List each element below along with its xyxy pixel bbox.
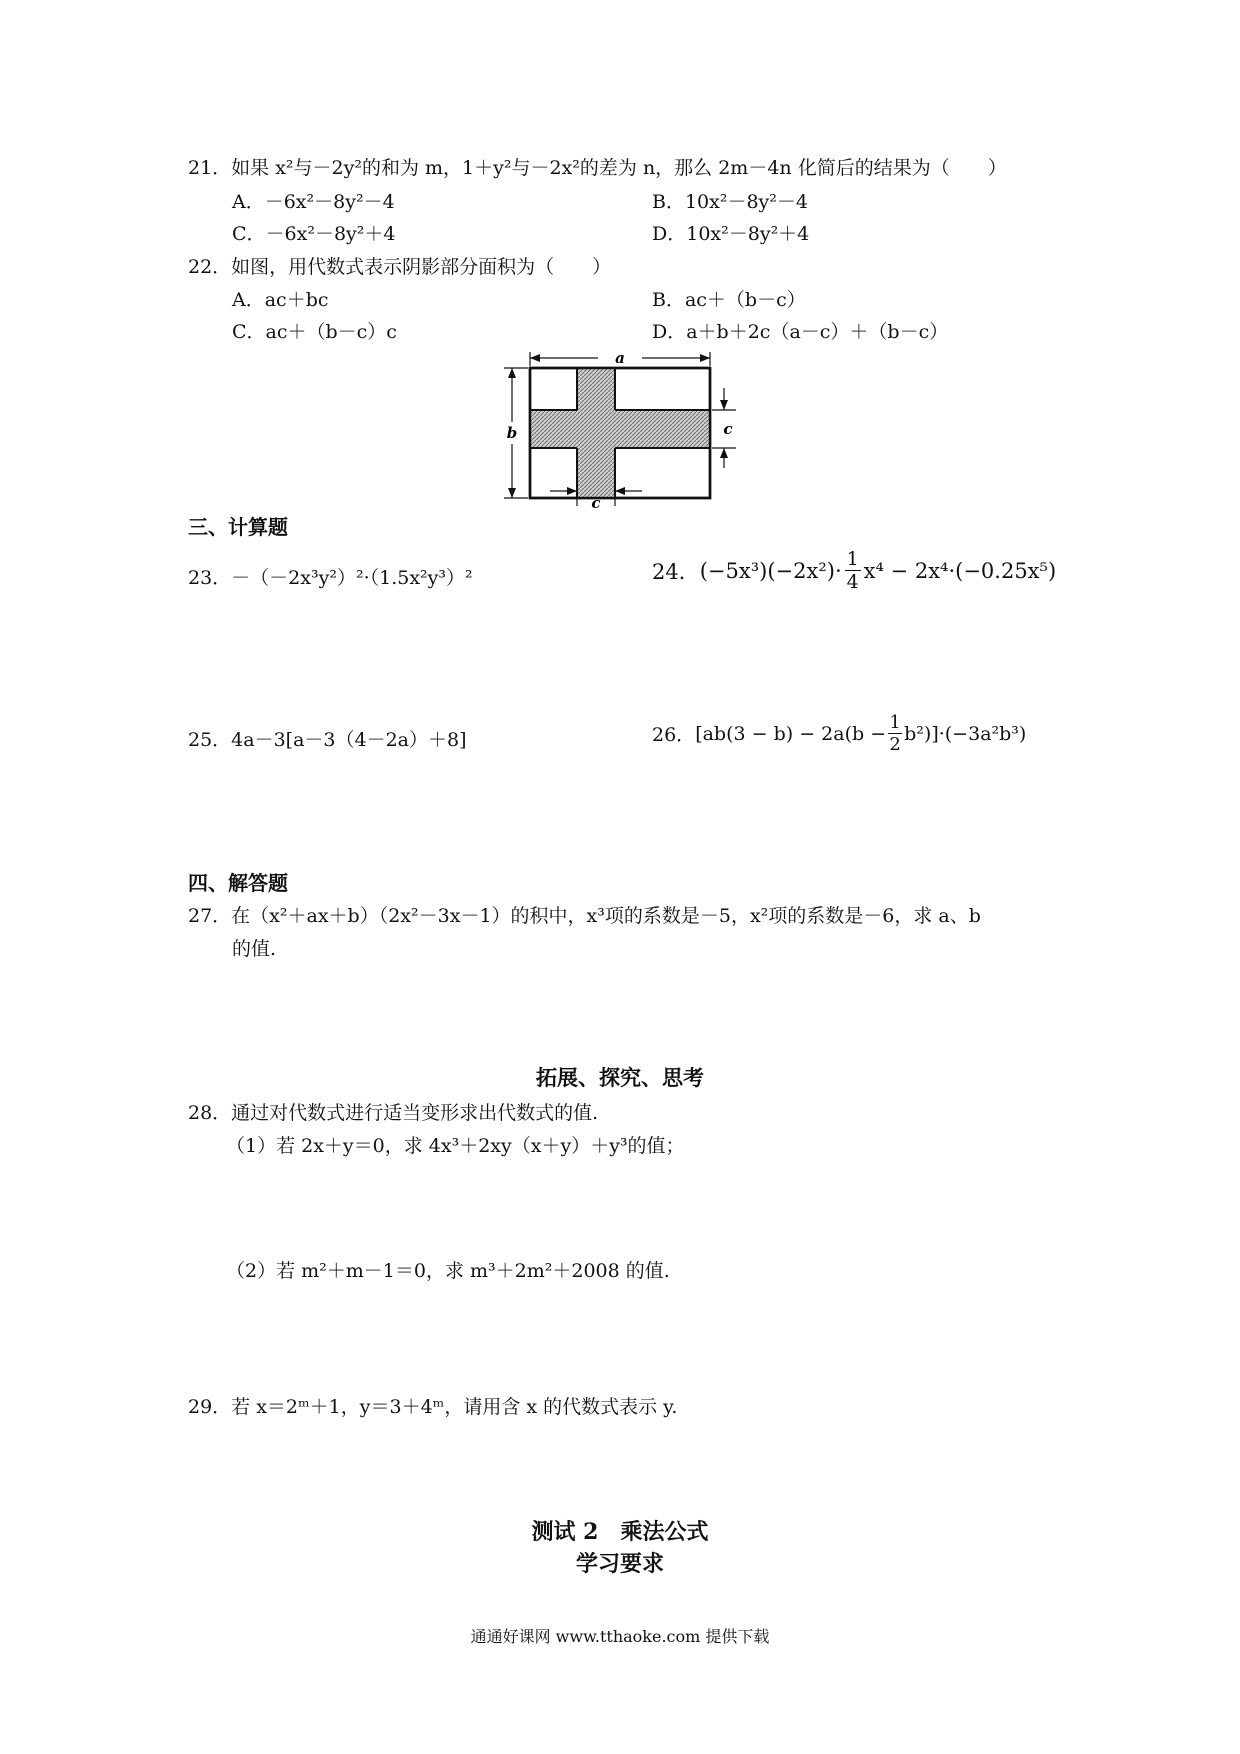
question-22-option-d: D．a＋b＋2c（a－c）＋（b－c） bbox=[652, 321, 949, 343]
question-21-stem: 21．如果 x²与－2y²的和为 m，1＋y²与－2x²的差为 n，那么 2m－4n 化简后的结果为（ ） bbox=[188, 157, 1007, 179]
question-24-expr-right: x⁴ − 2x⁴·(−0.25x⁵) bbox=[863, 558, 1057, 583]
question-22-option-a: A．ac＋bc bbox=[232, 289, 329, 311]
horizontal-strip bbox=[530, 410, 710, 448]
section-4-heading: 四、解答题 bbox=[188, 871, 288, 895]
question-21-option-b: B．10x²－8y²－4 bbox=[652, 191, 808, 213]
fraction-denominator: 2 bbox=[889, 734, 901, 755]
question-25: 25．4a－3[a－3（4－2a）＋8] bbox=[188, 729, 467, 751]
vertical-strip bbox=[577, 368, 615, 498]
question-21-option-d: D．10x²－8y²＋4 bbox=[652, 223, 810, 245]
question-24-fraction bbox=[845, 548, 861, 593]
question-27-line-1: 27．在（x²＋ax＋b）（2x²－3x－1）的积中，x³项的系数是－5，x²项的系数是－6，求 a、b bbox=[188, 905, 981, 927]
label-c-bottom: c bbox=[591, 494, 601, 510]
question-22-option-b: B．ac＋（b－c） bbox=[652, 289, 806, 311]
question-27-line-2: 的值. bbox=[232, 938, 277, 960]
label-b: b bbox=[506, 424, 518, 442]
label-c-right: c bbox=[723, 420, 733, 438]
label-a: a bbox=[615, 349, 625, 367]
shaded-cross-figure bbox=[500, 348, 740, 510]
footer-text: 通通好课网 www.tthaoke.com 提供下载 bbox=[470, 1627, 770, 1646]
question-24 bbox=[652, 548, 1056, 593]
question-29: 29．若 x＝2ᵐ＋1，y＝3＋4ᵐ，请用含 x 的代数式表示 y. bbox=[188, 1396, 678, 1418]
question-26-expr-left: [ab(3 − b) − 2a(b − bbox=[695, 722, 887, 745]
question-22-option-c: C．ac＋（b－c）c bbox=[232, 321, 397, 343]
test-title: 测试 2 乘法公式 bbox=[531, 1519, 709, 1545]
question-22-stem: 22．如图，用代数式表示阴影部分面积为（ ） bbox=[188, 256, 612, 278]
fraction-numerator: 1 bbox=[846, 548, 859, 570]
question-28-part-2: （2）若 m²＋m－1＝0，求 m³＋2m²＋2008 的值. bbox=[226, 1260, 670, 1282]
question-26 bbox=[652, 712, 1026, 755]
fraction-denominator: 4 bbox=[846, 571, 859, 593]
question-26-fraction bbox=[888, 712, 902, 755]
question-26-number: 26． bbox=[652, 724, 696, 746]
fraction-numerator: 1 bbox=[889, 712, 901, 733]
question-24-number: 24． bbox=[652, 559, 700, 584]
section-3-heading: 三、计算题 bbox=[188, 515, 288, 539]
test-subtitle: 学习要求 bbox=[575, 1551, 664, 1577]
extension-heading: 拓展、探究、思考 bbox=[536, 1065, 704, 1090]
question-23: 23．－（－2x³y²）²·（1.5x²y³）² bbox=[188, 567, 473, 589]
question-28-part-1: （1）若 2x＋y＝0，求 4x³＋2xy（x＋y）＋y³的值； bbox=[226, 1135, 685, 1157]
question-28-stem: 28．通过对代数式进行适当变形求出代数式的值. bbox=[188, 1102, 599, 1124]
question-24-expr-left: (−5x³)(−2x²)· bbox=[699, 558, 842, 583]
question-26-expr-right: b²)]·(−3a²b³) bbox=[904, 722, 1027, 745]
question-21-option-a: A．－6x²－8y²－4 bbox=[232, 191, 395, 213]
question-21-option-c: C．－6x²－8y²＋4 bbox=[232, 223, 396, 245]
